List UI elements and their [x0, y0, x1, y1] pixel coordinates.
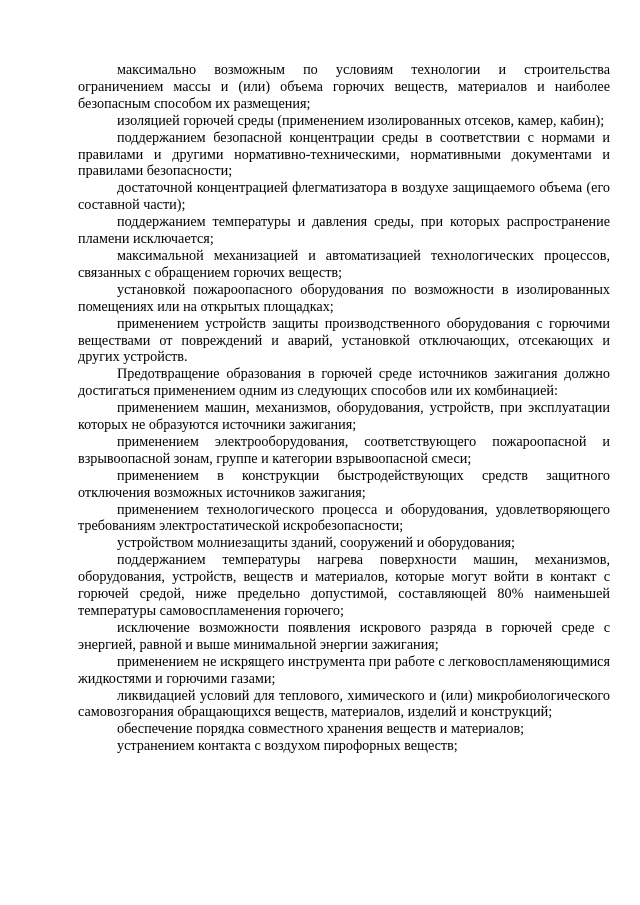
paragraph: поддержанием температуры нагрева поверхности машин, механизмов, оборудования, устройств, веществ и материалов, которые могут войти в контакт с горючей средой, ниже предельно допустимой, составляющей 80% наименьшей температуры самовоспламенения горючего; — [78, 552, 610, 619]
paragraph: устранением контакта с воздухом пирофорных веществ; — [117, 738, 458, 755]
paragraph: максимально возможным по условиям технологии и строительства ограничением массы и (или) объема горючих веществ, материалов и наиболее безопасным способом их размещения; — [78, 62, 610, 112]
paragraph: применением электрооборудования, соответствующего пожароопасной и взрывоопасной зонам, группе и категории взрывоопасной смеси; — [78, 433, 610, 467]
paragraph: установкой пожароопасного оборудования по возможности в изолированных помещениях или на открытых площадках; — [78, 281, 610, 315]
paragraph: применением машин, механизмов, оборудования, устройств, при эксплуатации которых не образуются источники зажигания; — [78, 400, 610, 434]
document-body — [78, 62, 610, 755]
paragraph: изоляцией горючей среды (применением изолированных отсеков, камер, кабин); — [117, 112, 605, 129]
paragraph: поддержанием температуры и давления среды, при которых распространение пламени исключается; — [78, 214, 610, 248]
paragraph: устройством молниезащиты зданий, сооружений и оборудования; — [117, 535, 516, 552]
paragraph: применением не искрящего инструмента при работе с легковоспламеняющимися жидкостями и горючими газами; — [78, 653, 610, 687]
paragraph: применением в конструкции быстродействующих средств защитного отключения возможных источников зажигания; — [78, 467, 610, 501]
paragraph: исключение возможности появления искрового разряда в горючей среде с энергией, равной и выше минимальной энергии зажигания; — [78, 619, 610, 653]
paragraph: применением устройств защиты производственного оборудования с горючими веществами от повреждений и аварий, установкой отключающих, отсекающих и других устройств. — [78, 315, 610, 366]
paragraph: поддержанием безопасной концентрации среды в соответствии с нормами и правилами и другими нормативно-техническими, нормативными документами и правилами безопасности; — [78, 129, 610, 180]
paragraph: Предотвращение образования в горючей среде источников зажигания должно достигаться применением одним из следующих способов или их комбинацией: — [78, 366, 610, 400]
paragraph: ликвидацией условий для теплового, химического и (или) микробиологического самовозгорания обращающихся веществ, материалов, изделий и конструкций; — [78, 687, 610, 721]
paragraph: применением технологического процесса и оборудования, удовлетворяющего требованиям электростатической искробезопасности; — [78, 501, 610, 535]
paragraph: достаточной концентрацией флегматизатора в воздухе защищаемого объема (его составной части); — [78, 180, 610, 214]
paragraph: максимальной механизацией и автоматизацией технологических процессов, связанных с обращением горючих веществ; — [78, 247, 610, 281]
paragraph: обеспечение порядка совместного хранения веществ и материалов; — [117, 721, 525, 738]
